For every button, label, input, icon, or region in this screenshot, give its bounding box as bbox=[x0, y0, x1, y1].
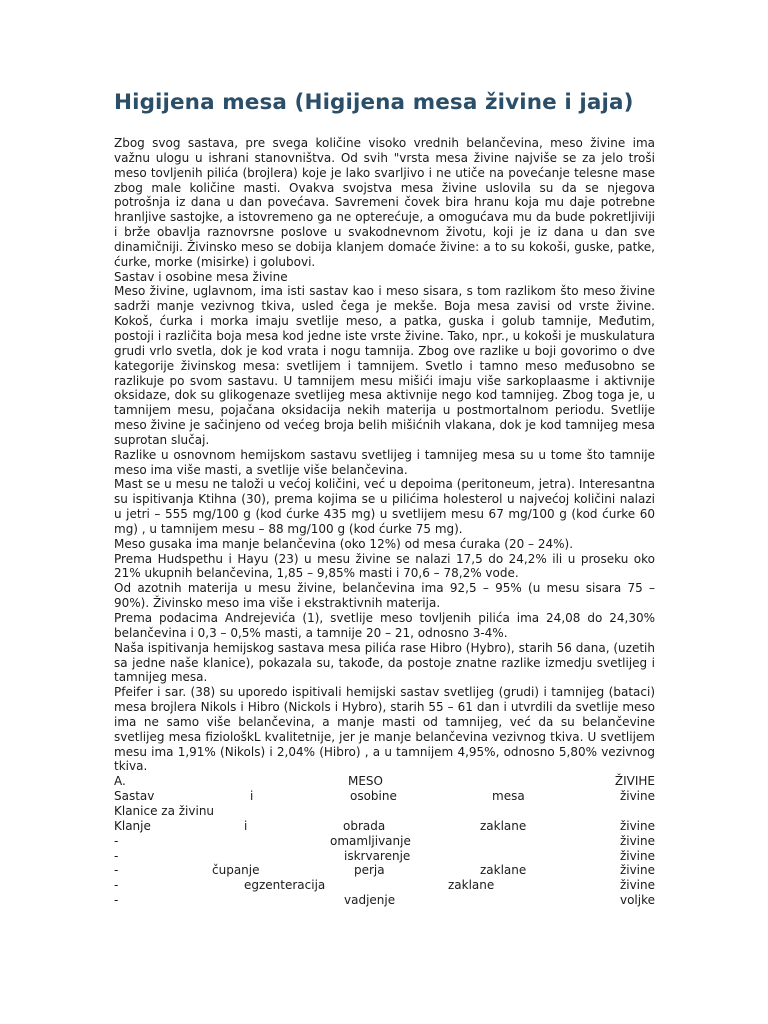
outline-cell: omamljivanje bbox=[330, 833, 411, 848]
outline-cell: - bbox=[114, 863, 119, 878]
outline-cell: čupanje bbox=[212, 863, 260, 878]
outline-cell: voljke bbox=[619, 893, 655, 908]
outline-row bbox=[114, 863, 655, 878]
outline-cell: A. bbox=[114, 774, 126, 789]
paragraph: Razlike u osnovnom hemijskom sastavu svetlijeg i tamnijeg mesa su u tome što tamnije meso ima više masti, a svetlije više belančevina. bbox=[114, 447, 655, 477]
paragraph: Naša ispitivanja hemijskog sastava mesa pilića rase Hibro (Hybro), starih 56 dana, (uzetih sa jedne naše klanice), pokazala su, takođe, da postoje znatne razlike izmedju svetlijeg i tamnijeg mesa. bbox=[114, 640, 655, 685]
outline-cell: - bbox=[114, 833, 119, 848]
paragraph-intro: Zbog svog sastava, pre svega količine visoko vrednih belančevina, meso živine ima važnu ulogu u ishrani stanovništva. Od svih "vrsta mesa živine najviše se za jelo troši meso tovljenih pilića (brojlera) koje je lako svarljivo i ne utiče na povećanje telesne mase zbog male količine masti. Ovakva svojstva mesa živine uslovila su da se njegova potrošnja iz dana u dan povećava. Savremeni čovek bira hranu koja mu daje potrebne hranljive sastojke, a istovremeno ga ne opterećuje, a omogućava mu da bude pokretljiviji i brže obavlja raznovrsne poslove u svakodnevnom životu, koji je iz dana u dan sve dinamičniji. Živinsko meso se dobija klanjem domaće živine: a to su kokoši, guske, patke, ćurke, morke (misirke) i golubovi. bbox=[114, 136, 655, 269]
outline-cell: MESO bbox=[348, 774, 383, 789]
paragraph: Pfeifer i sar. (38) su uporedo ispitivali hemijski sastav svetlijeg (grudi) i tamnijeg (bataci) mesa brojlera Nikols i Hibro (Nickols i Hybro), starih 55 – 61 dan i utvrdili da svetlije meso ima ne samo više belančevina, a manje masti od tamnijeg, već da su belančevine svetlijeg mesa fiziološkL kvalitetnije, jer je manje belančevina vezivnog tkiva. U svetlijem mesu ima 1,91% (Nikols) i 2,04% (Hibro) , a u tamnijem 4,95%, odnosno 5,80% vezivnog tkiva. bbox=[114, 685, 655, 774]
outline-cell: osobine bbox=[350, 789, 397, 804]
outline-row bbox=[114, 834, 655, 849]
outline-cell: - bbox=[114, 893, 119, 908]
outline-cell: živine bbox=[619, 833, 655, 848]
outline-cell: perja bbox=[354, 863, 385, 878]
outline-cell: živine bbox=[619, 848, 655, 863]
outline-cell: zaklane bbox=[480, 863, 527, 878]
outline-cell: zaklane bbox=[480, 818, 527, 833]
document-body bbox=[114, 136, 655, 908]
outline-cell: zaklane bbox=[448, 878, 495, 893]
outline-cell: mesa bbox=[492, 789, 525, 804]
paragraph: Mast se u mesu ne taloži u većoj količini, već u depoima (peritoneum, jetra). Interesantna su ispitivanja Ktihna (30), prema kojima se u pilićima holesterol u najvećoj količini nalazi u jetri – 555 mg/100 g (kod ćurke 435 mg) u svetlijem mesu 67 mg/100 g (kod ćurke 60 mg) , u tamnijem mesu – 88 mg/100 g (kod ćurke 75 mg). bbox=[114, 477, 655, 536]
paragraph: Od azotnih materija u mesu živine, belančevina ima 92,5 – 95% (u mesu sisara 75 – 90%). Živinsko meso ima više i ekstraktivnih materija. bbox=[114, 581, 655, 611]
paragraph: Prema podacima Andrejevića (1), svetlije meso tovljenih pilića ima 24,08 do 24,30% belančevina i 0,3 – 0,5% masti, a tamnije 20 – 21, odnosno 3-4%. bbox=[114, 611, 655, 640]
outline-cell: ŽIVIHE bbox=[614, 774, 655, 789]
outline-row bbox=[114, 849, 655, 864]
outline-cell: i bbox=[244, 818, 248, 833]
section-heading: Sastav i osobine mesa živine bbox=[114, 269, 288, 284]
outline-cell: Klanje bbox=[114, 818, 151, 833]
outline-row bbox=[114, 774, 655, 789]
outline-cell: Klanice za živinu bbox=[114, 803, 215, 818]
outline-row bbox=[114, 789, 655, 804]
outline-cell: živine bbox=[619, 863, 655, 878]
paragraph: Meso gusaka ima manje belančevina (oko 12%) od mesa ćuraka (20 – 24%). bbox=[114, 536, 574, 551]
outline-cell: vadjenje bbox=[344, 893, 396, 908]
outline-row bbox=[114, 893, 655, 908]
outline-row bbox=[114, 878, 655, 893]
page-title: Higijena mesa (Higijena mesa živine i jaja) bbox=[114, 90, 634, 115]
outline-row bbox=[114, 819, 655, 834]
outline-cell: živine bbox=[619, 818, 655, 833]
outline-cell: iskrvarenje bbox=[344, 848, 411, 863]
outline-cell: Sastav bbox=[114, 789, 155, 804]
outline-row bbox=[114, 804, 655, 819]
paragraph: Prema Hudspethu i Hayu (23) u mesu živine se nalazi 17,5 do 24,2% ili u proseku oko 21% ukupnih belančevina, 1,85 – 9,85% masti i 70,6 – 78,2% vode. bbox=[114, 551, 655, 581]
outline-cell: i bbox=[250, 789, 254, 804]
outline-cell: živine bbox=[619, 878, 655, 893]
paragraph: Meso živine, uglavnom, ima isti sastav kao i meso sisara, s tom razlikom što meso živine sadrži manje vezivnog tkiva, usled čega je mekše. Boja mesa zavisi od vrste živine. Kokoš, ćurka i morka imaju svetlije meso, a patka, guska i golub tamnije, Međutim, postoji i različita boja mesa kod jedne iste vrste živine. Tako, npr., u kokoši je muskulatura grudi vrlo svetla, dok je kod vrata i nogu tamnija. Zbog ove razlike u boji govorimo o dve kategorije živinskog mesa: svetlijem i tamnijem. Svetlo i tamno meso međusobno se razlikuje po svom sastavu. U tamnijem mesu mišići imaju više sarkoplaasme i aktivnije oksidaze, dok su glikogenaze svetlijeg mesa aktivnije nego kod tamnijeg. Zbog toga je, u tamnijem mesu, pojačana oksidacija nekih materija u postmortalnom periodu. Svetlije meso živine je sačinjeno od većeg broja belih mišićnih vlakana, dok je kod tamnijeg mesa suprotan slučaj. bbox=[114, 284, 655, 447]
outline-cell: živine bbox=[619, 789, 655, 804]
outline-cell: - bbox=[114, 878, 119, 893]
outline-cell: egzenteracija bbox=[244, 878, 326, 893]
outline-cell: obrada bbox=[343, 818, 386, 833]
outline-cell: - bbox=[114, 848, 119, 863]
